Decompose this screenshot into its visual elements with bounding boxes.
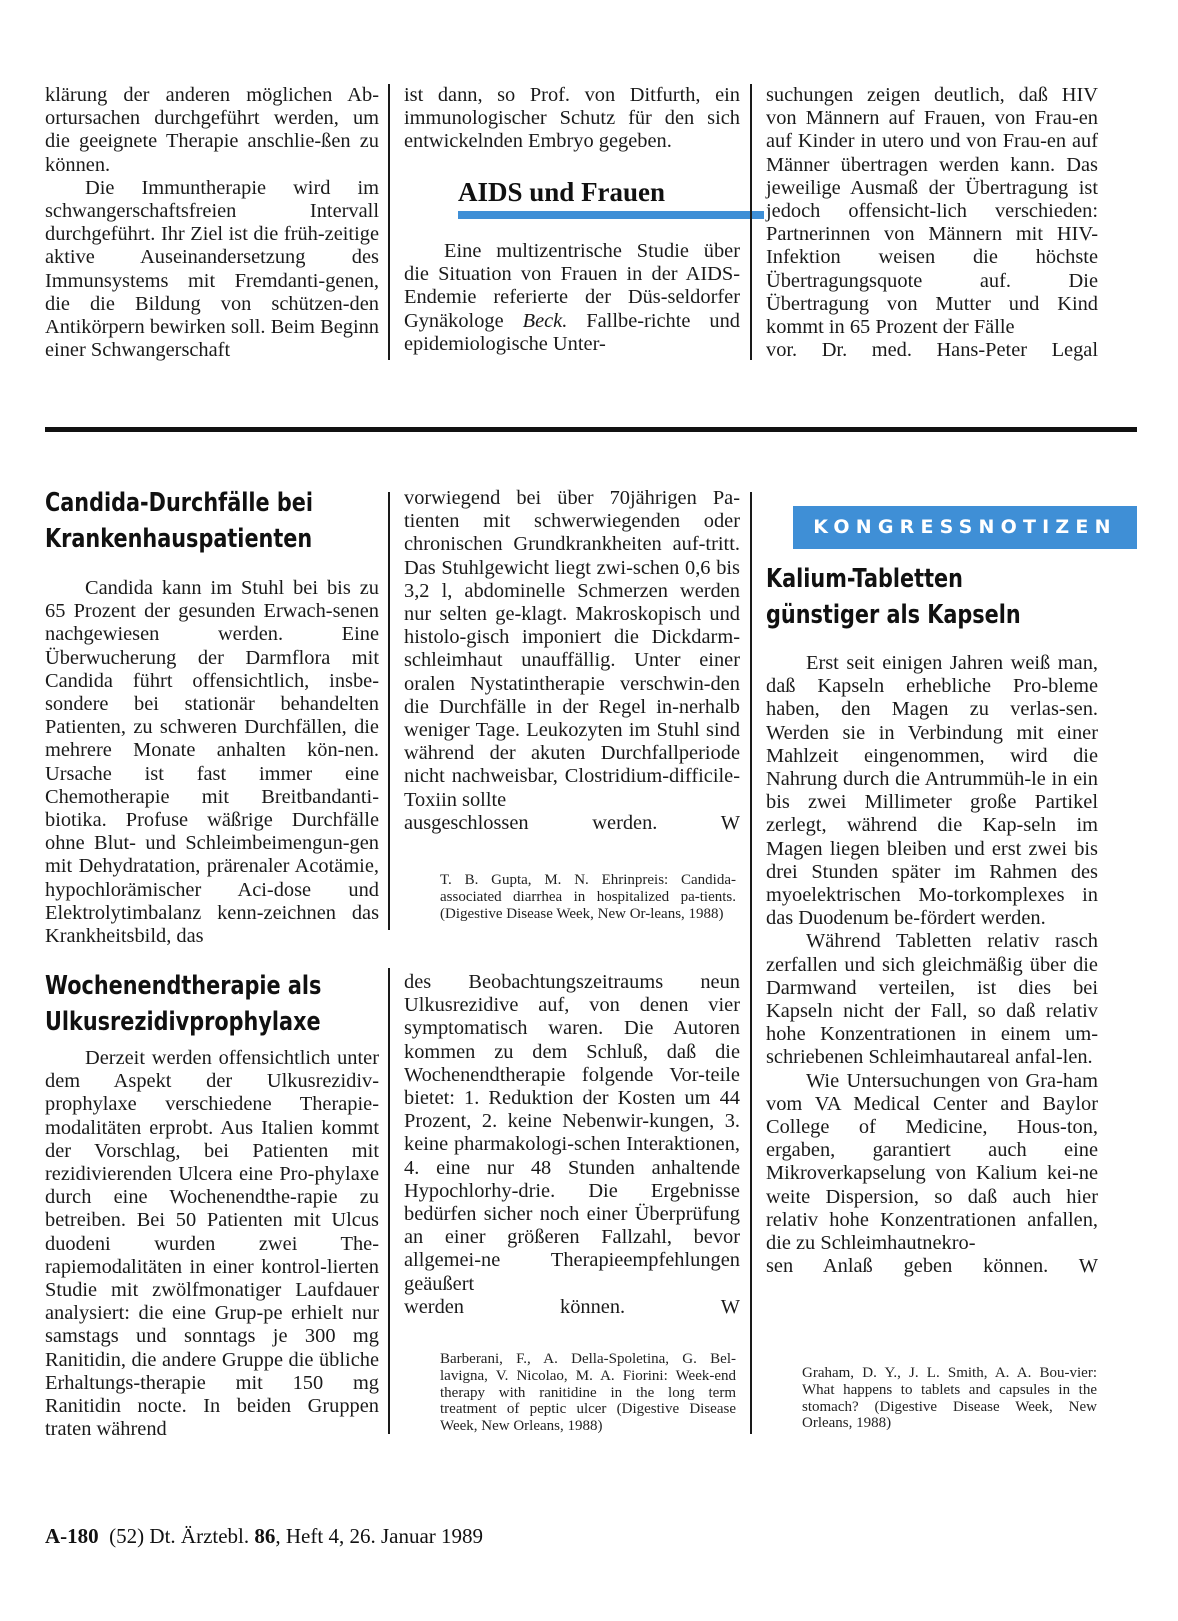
wochenend-body-1: [45, 1047, 379, 1441]
column-divider: [750, 84, 752, 360]
wochenend-body-2: [404, 971, 740, 1319]
kalium-reference: [802, 1365, 1097, 1432]
wochenend-reference: [440, 1351, 736, 1435]
paragraph: Wie Untersuchungen von Gra-ham vom VA Medical Center and Baylor College of Medicine, Hous-ton, ergaben, garantiert auch eine Mikroverkapselung von Kalium kei-ne weite Dispersion, so daß auch hier relativ hohe Konzentrationen anfallen, die zu Schleimhautnekro-: [766, 1069, 1098, 1255]
author-signature: Dr. med. Hans-Peter Legal: [821, 339, 1098, 362]
article-title: Candida-Durchfälle bei Krankenhauspatienten: [45, 488, 313, 554]
paragraph: Die Immuntherapie wird im schwangerschaftsfreien Intervall durchgeführt. Ihr Ziel ist die früh-zeitige aktive Auseinandersetzung des Immunsystems mit Fremdanti-genen, die die Bildung von schützen-den Antikörpern bewirken soll. Beim Beginn einer Schwangerschaft: [45, 176, 379, 362]
section-separator: [45, 427, 1137, 432]
column-divider: [388, 968, 390, 1434]
article-title: Kalium-Tabletten günstiger als Kapseln: [766, 564, 1021, 630]
paragraph: Während Tabletten relativ rasch zerfallen und sich gleichmäßig über die Darmwand verteilen, ist dies bei Kapseln nicht der Fall, so daß relativ hohe Konzentrationen in einem um-schriebenen Schleimhautareal anfal-len.: [766, 930, 1098, 1069]
reference: Barberani, F., A. Della-Spoletina, G. Bel-lavigna, V. Nicolao, M. A. Fiorini: Week-end therapy with ranitidine in the long term treatment of peptic ulcer (Digestive Disease Week, New Orleans, 1988): [440, 1351, 736, 1435]
signature-line: werden können. W: [404, 1295, 740, 1318]
section-heading-aids: AIDS und Frauen: [458, 177, 666, 207]
column-divider: [750, 492, 752, 1434]
paragraph: Erst seit einigen Jahren weiß man, daß Kapseln erhebliche Pro-bleme haben, den Magen zu verlas-sen. Werden sie in Verbindung mit einer Mahlzeit eingenommen, wird die Nahrung durch die Antrummüh-le in ein bis zwei Millimeter große Partikel zerlegt, während die Kap-seln im Magen liegen bleiben und erst zwei bis drei Stunden später im Rahmen des myoelektrischen Mo-torkomplexes in das Duodenum be-fördert werden.: [766, 652, 1098, 930]
top-column-1: [45, 84, 379, 362]
author-initial: W: [720, 811, 740, 834]
reference: Graham, D. Y., J. L. Smith, A. A. Bou-vier: What happens to tablets and capsules in the stomach? (Digestive Disease Week, New Orleans, 1988): [802, 1365, 1097, 1432]
column-divider: [388, 84, 390, 360]
section-banner: KONGRESSNOTIZEN: [793, 506, 1137, 549]
issue-date: , Heft 4, 26. Januar 1989: [275, 1524, 484, 1548]
author-initial: W: [1078, 1255, 1098, 1278]
author-name-emphasis: Beck.: [522, 309, 568, 332]
signature-line: sen Anlaß geben können. W: [766, 1255, 1098, 1278]
heading-accent-bar: [458, 211, 764, 219]
candida-body-2: [404, 487, 740, 835]
author-initial: W: [720, 1295, 740, 1318]
reference: T. B. Gupta, M. N. Ehrinpreis: Candida-associated diarrhea in hospitalized pa-tients. (Digestive Disease Week, New Or-leans, 1988): [440, 872, 736, 922]
aids-article-body: [404, 240, 740, 356]
top-column-3: [766, 84, 1098, 362]
page-footer: [45, 1524, 483, 1549]
article-title: Wochenendtherapie als Ulkusrezidivprophylaxe: [45, 971, 322, 1037]
wochenend-title: [45, 968, 379, 1040]
kalium-title: [766, 561, 1100, 633]
paragraph: suchungen zeigen deutlich, daß HIV von Männern auf Frauen, von Frau-en auf Kinder in utero und von Frau-en auf Männer übertragen werden kann. Das jeweilige Ausmaß der Übertragung ist jedoch offensicht-lich verschieden: Partnerinnen von Männern mit HIV-Infektion weisen die höchste Übertragungsquote auf. Die Übertragung von Mutter und Kind kommt in 65 Prozent der Fälle: [766, 84, 1098, 339]
candida-reference: [440, 872, 736, 922]
paragraph: vorwiegend bei über 70jährigen Pa-tienten mit schwerwiegenden oder chronischen Grundkrankheiten auf-tritt. Das Stuhlgewicht liegt zwi-schen 0,6 bis 3,2 l, abdominelle Schmerzen werden nur selten ge-klagt. Makroskopisch und histolo-gisch imponiert die Dickdarm-schleimhaut unauffällig. Unter einer oralen Nystatintherapie verschwin-den die Durchfälle in der Regel in-nerhalb weniger Tage. Leukozyten im Stuhl sind während der akuten Durchfallperiode nicht nachweisbar, Clostridium-difficile-Toxiin sollte: [404, 487, 740, 811]
top-column-2: [404, 84, 740, 154]
paragraph: klärung der anderen möglichen Ab-ortursachen durchgeführt werden, um die geeignete Therapie anschlie-ßen zu können.: [45, 84, 379, 176]
page-number: A-180: [45, 1524, 99, 1548]
candida-body-1: [45, 577, 379, 948]
paragraph: des Beobachtungszeitraums neun Ulkusrezidive auf, von denen vier symptomatisch waren. Die Autoren kommen zu dem Schluß, daß die Wochenendtherapie folgende Vor-teile bietet: 1. Reduktion der Kosten um 44 Prozent, 2. keine Nebenwir-kungen, 3. keine pharmakologi-schen Interaktionen, 4. eine nur 48 Stunden anhaltende Hypochlorhy-drie. Die Ergebnisse bedürfen sicher noch einer Überprüfung an einer größeren Fallzahl, bevor allgemei-ne Therapieempfehlungen geäußert: [404, 971, 740, 1295]
paragraph: Derzeit werden offensichtlich unter dem Aspekt der Ulkusrezidiv-prophylaxe verschiedene Therapie-modalitäten erprobt. Aus Italien kommt der Vorschlag, bei Patienten mit rezidivierenden Ulcera eine Pro-phylaxe durch eine Wochenendthe-rapie zu betreiben. Bei 50 Patienten mit Ulcus duodeni wurden zwei The-rapiemodalitäten in einer kontrol-lierten Studie mit zwölfmonatiger Laufdauer analysiert: die eine Grup-pe erhielt nur samstags und sonntags je 300 mg Ranitidin, die andere Gruppe die übliche Erhaltungs-therapie mit 150 mg Ranitidin nocte. In beiden Gruppen traten während: [45, 1047, 379, 1441]
paragraph: Candida kann im Stuhl bei bis zu 65 Prozent der gesunden Erwach-senen nachgewiesen werden. Eine Überwucherung der Darmflora mit Candida führt offensichtlich, insbe-sondere bei stationär behandelten Patienten, zu schweren Durchfällen, die mehrere Monate anhalten kön-nen. Ursache ist fast immer eine Chemotherapie mit Breitbandanti-biotika. Profuse wäßrige Durchfälle ohne Blut- und Schleimbeimengun-gen mit Dehydratation, prärenaler Acotämie, hypochlorämischer Aci-dose und Elektrolytimbalanz kenn-zeichnen das Krankheitsbild, das: [45, 577, 379, 948]
journal-reference: (52) Dt. Ärztebl.: [109, 1524, 250, 1548]
paragraph: ist dann, so Prof. von Ditfurth, ein immunologischer Schutz für den sich entwickelnden Embryo gegeben.: [404, 84, 740, 153]
author-signature-line: vor. Dr. med. Hans-Peter Legal: [766, 339, 1098, 362]
volume-number: 86: [254, 1524, 276, 1548]
candida-title: [45, 485, 379, 557]
column-divider: [388, 492, 390, 930]
kalium-body: [766, 652, 1098, 1278]
paragraph: Eine multizentrische Studie über die Situation von Frauen in der AIDS-Endemie referierte der Düs-seldorfer Gynäkologe Beck. Fallbe-richte und epidemiologische Unter-: [404, 240, 740, 355]
signature-line: ausgeschlossen werden. W: [404, 811, 740, 834]
